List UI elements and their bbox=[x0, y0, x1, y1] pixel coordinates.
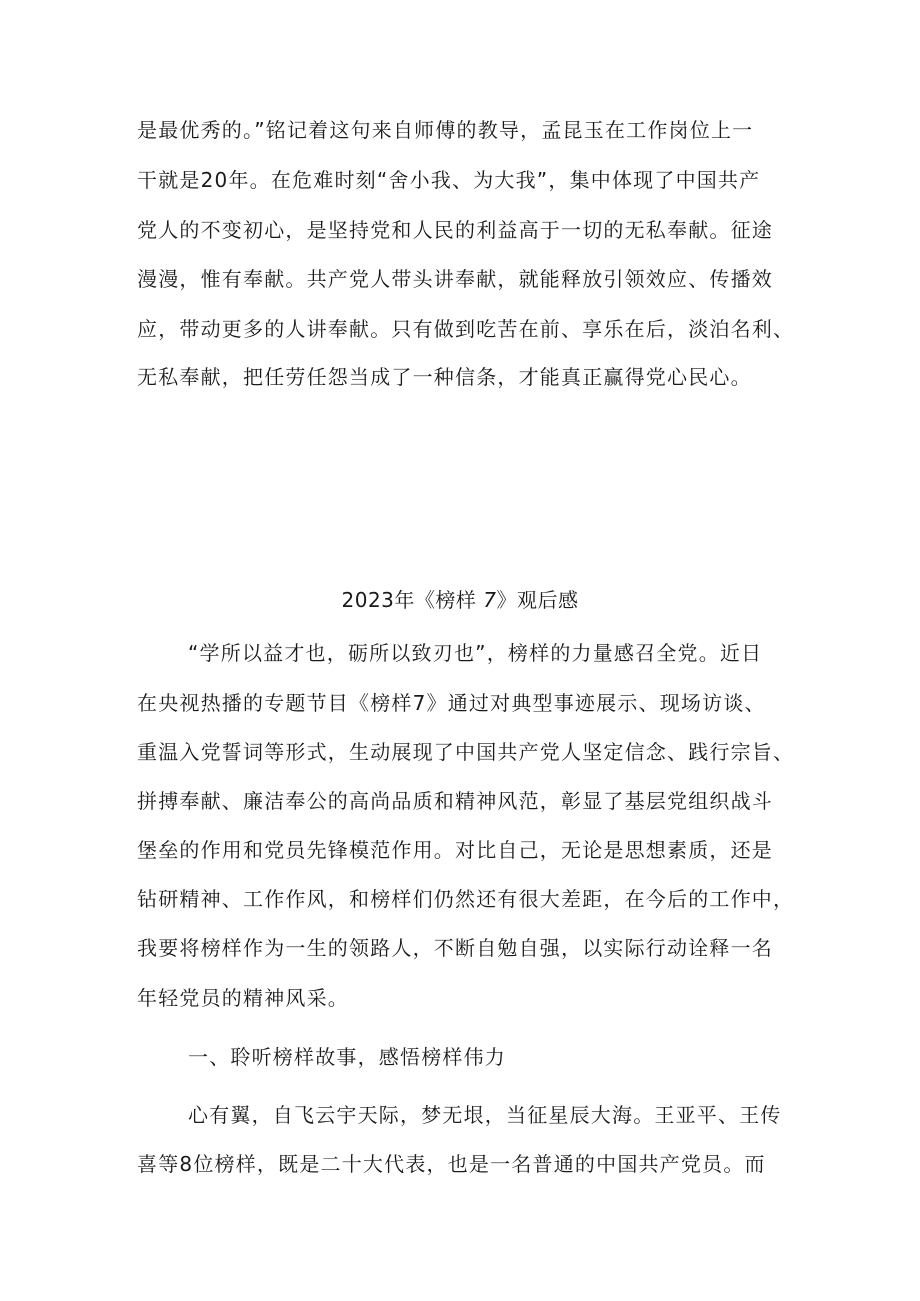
section-heading: 一、聆听榜样故事，感悟榜样伟力 bbox=[188, 1045, 506, 1069]
article-title bbox=[0, 586, 920, 614]
text-line: 在央视热播的专题节目《榜样7》通过对典型事迹展示、现场访谈、 bbox=[137, 691, 766, 715]
text-line: 喜等8位榜样，既是二十大代表，也是一名普通的中国共产党员。而 bbox=[137, 1152, 766, 1176]
text-line: 重温入党誓词等形式，生动展现了中国共产党人坚定信念、践行宗旨、 bbox=[137, 740, 795, 764]
text-line: 年轻党员的精神风采。 bbox=[137, 986, 349, 1010]
text-line: 我要将榜样作为一生的领路人，不断自勉自强，以实际行动诠释一名 bbox=[137, 936, 773, 960]
article-title-number: 7 bbox=[476, 588, 497, 612]
text-line: 钻研精神、工作作风，和榜样们仍然还有很大差距，在今后的工作中， bbox=[137, 887, 795, 911]
text-line: 党人的不变初心，是坚持党和人民的利益高于一切的无私奉献。征途 bbox=[137, 218, 773, 242]
text-line: 是最优秀的。”铭记着这句来自师傅的教导，孟昆玉在工作岗位上一 bbox=[137, 118, 754, 142]
text-line: 应，带动更多的人讲奉献。只有做到吃苦在前、享乐在后，淡泊名利、 bbox=[137, 317, 795, 341]
text-line: 无私奉献，把任劳任怨当成了一种信条，才能真正赢得党心民心。 bbox=[137, 365, 752, 389]
text-line: 干就是20年。在危难时刻“舍小我、为大我”，集中体现了中国共产 bbox=[137, 168, 761, 192]
text-line: 堡垒的作用和党员先锋模范作用。对比自己，无论是思想素质，还是 bbox=[137, 838, 773, 862]
article-title-prefix: 2023年《榜样 bbox=[341, 588, 477, 612]
text-line: 漫漫，惟有奉献。共产党人带头讲奉献，就能释放引领效应、传播效 bbox=[137, 267, 773, 291]
text-line: 心有翼，自飞云宇天际，梦无垠，当征星辰大海。王亚平、王传 bbox=[188, 1103, 782, 1127]
article-title-suffix: 》观后感 bbox=[496, 588, 579, 612]
text-line: 拼搏奉献、廉洁奉公的高尚品质和精神风范，彰显了基层党组织战斗 bbox=[137, 789, 773, 813]
text-line: “学所以益才也，砺所以致刃也”，榜样的力量感召全党。近日 bbox=[188, 641, 763, 665]
